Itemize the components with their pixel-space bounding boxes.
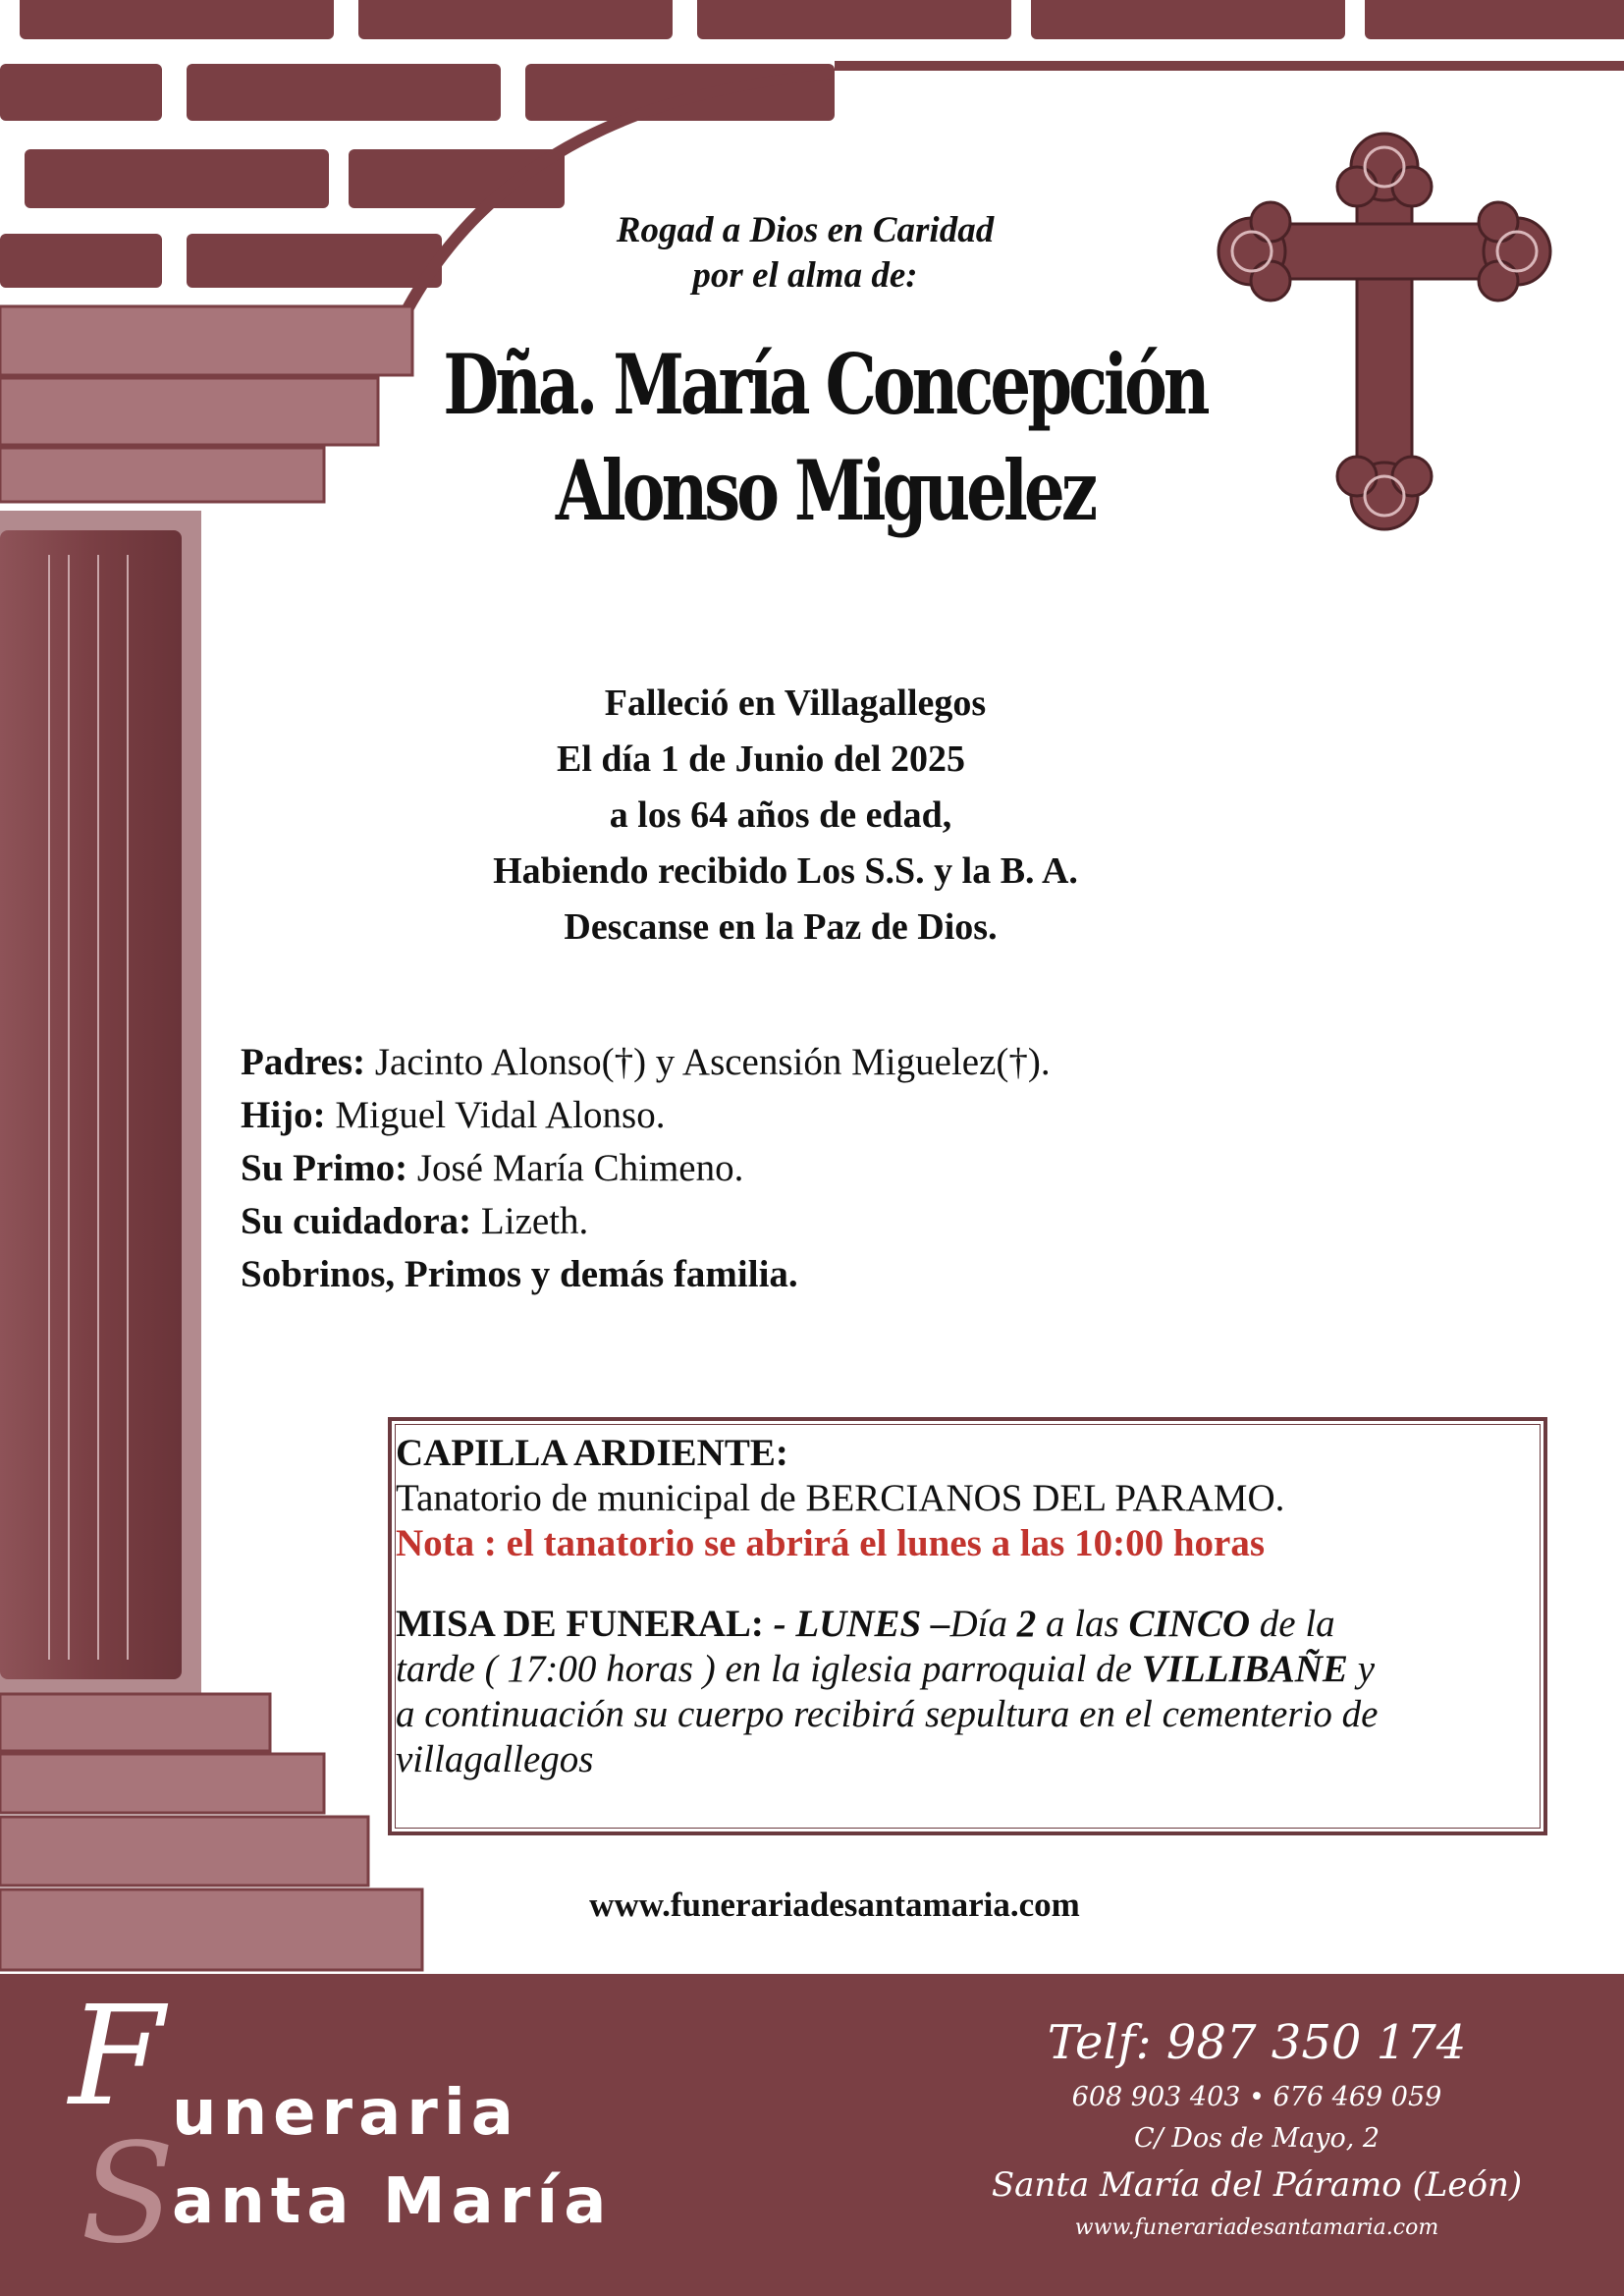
website-link[interactable]: www.funerariadesantamaria.com [589, 1886, 1080, 1924]
brand-word-1: uneraria [172, 2077, 519, 2150]
details-line: El día 1 de Junio del 2025 [557, 738, 965, 780]
family-others [241, 1248, 1360, 1301]
deceased-name [442, 332, 1208, 544]
column-base [0, 1694, 422, 1970]
phone-main: Telf: 987 350 174 [1047, 2015, 1467, 2070]
misa-text: a continuación su cuerpo recibirá sepultura en el cementerio de [396, 1693, 1379, 1735]
deceased-name-line-2: Alonso Miguelez [555, 442, 1095, 539]
family-value: Lizeth. [471, 1200, 589, 1242]
intro-line-2: por el alma de: [692, 255, 918, 296]
misa-line-2 [396, 1647, 1534, 1692]
misa-text: Día [949, 1603, 1017, 1645]
family-list [241, 1036, 1360, 1301]
details-line: a los 64 años de edad, [609, 794, 952, 836]
misa-text: de la [1250, 1603, 1335, 1645]
misa-text: villagallegos [396, 1738, 594, 1780]
misa-church: VILLIBAÑE [1141, 1648, 1348, 1690]
family-label: Su cuidadora: [241, 1200, 472, 1242]
brand-initial-f: F [69, 1977, 165, 2137]
misa-title: MISA DE FUNERAL: [396, 1603, 764, 1645]
details-line: Habiendo recibido Los S.S. y la B. A. [493, 850, 1078, 892]
intro-text [550, 208, 1060, 299]
brand-word-2: anta María [172, 2165, 613, 2238]
family-label: Hijo: [241, 1094, 326, 1136]
misa-line-3 [396, 1692, 1534, 1737]
misa-text: y [1347, 1648, 1376, 1690]
family-carer [241, 1195, 1360, 1248]
misa-line-4 [396, 1737, 1534, 1782]
details-line: Falleció en Villagallegos [604, 683, 987, 724]
family-value: Jacinto Alonso(†) y Ascensión Miguelez(†). [365, 1041, 1051, 1083]
family-label: Padres: [241, 1041, 366, 1083]
column-capital [0, 306, 412, 502]
misa-hour: CINCO [1128, 1603, 1251, 1645]
misa-text: tarde ( 17:00 horas ) en la iglesia parroquial de [396, 1648, 1142, 1690]
footer-website[interactable]: www.funerariadesantamaria.com [1074, 2215, 1439, 2240]
street-address: C/ Dos de Mayo, 2 [1133, 2123, 1380, 2154]
column-shaft [0, 511, 201, 1694]
family-cousin [241, 1142, 1360, 1195]
family-son [241, 1089, 1360, 1142]
capilla-title: CAPILLA ARDIENTE: [396, 1432, 788, 1474]
capilla-note: Nota : el tanatorio se abrirá el lunes a las 10:00 horas [396, 1522, 1266, 1564]
brand-initial-s: S [81, 2114, 175, 2274]
capilla-place: Tanatorio de municipal de BERCIANOS DEL PARAMO. [396, 1477, 1285, 1519]
deceased-name-line-1: Dña. María Concepción [443, 336, 1207, 433]
family-value: José María Chimeno. [407, 1147, 744, 1189]
misa-text: a las [1036, 1603, 1129, 1645]
family-label: Su Primo: [241, 1147, 408, 1189]
misa-day-name: - LUNES – [763, 1603, 950, 1645]
details-line: Descanse en la Paz de Dios. [564, 906, 998, 948]
death-details [255, 676, 1316, 956]
intro-line-1: Rogad a Dios en Caridad [616, 210, 995, 250]
ornamental-cross-icon [1218, 134, 1550, 529]
town-address: Santa María del Páramo (León) [991, 2165, 1523, 2205]
family-others-text: Sobrinos, Primos y demás familia. [241, 1253, 798, 1295]
family-value: Miguel Vidal Alonso. [325, 1094, 666, 1136]
arch-band [835, 61, 1624, 71]
phone-mobiles: 608 903 403 • 676 469 059 [1071, 2082, 1442, 2112]
misa-line-1 [396, 1602, 1534, 1647]
family-parents [241, 1036, 1360, 1089]
misa-day-number: 2 [1016, 1603, 1037, 1645]
contact-block [943, 2008, 1571, 2246]
funeral-info-box [388, 1417, 1547, 1835]
